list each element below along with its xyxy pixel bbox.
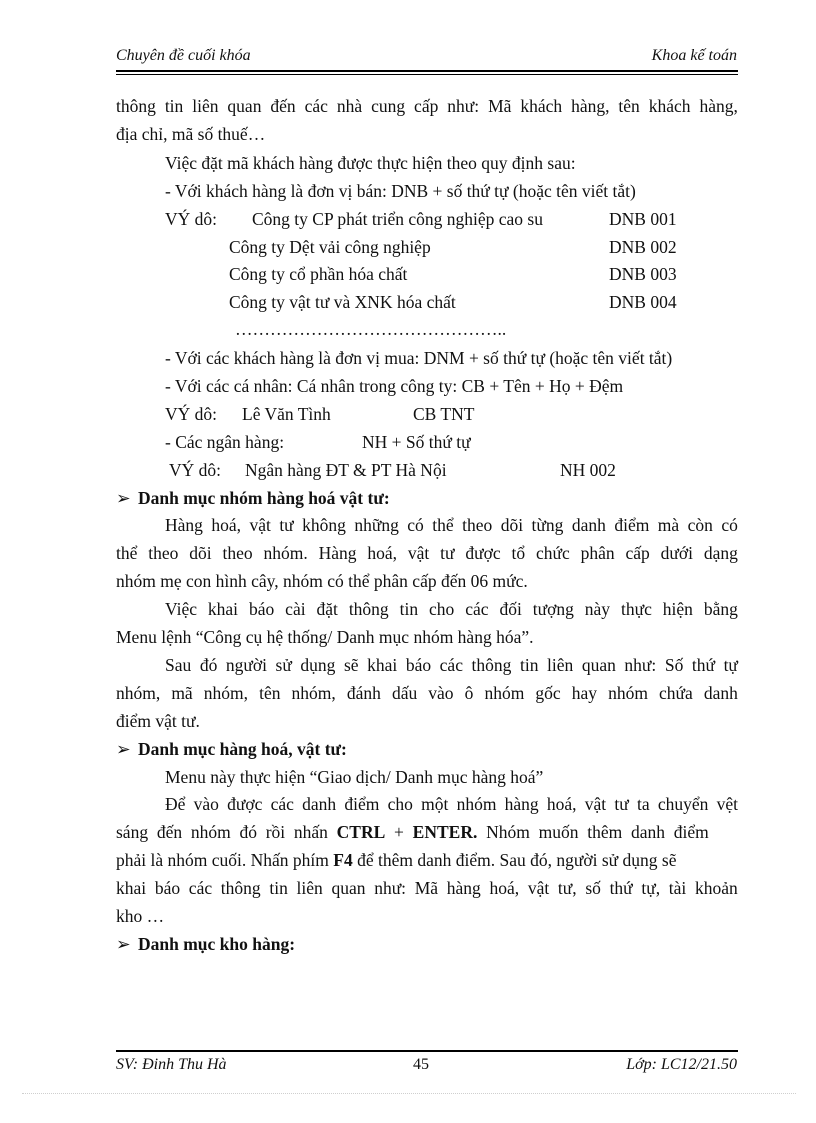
word: các [304, 96, 328, 116]
example-name-3: Công ty cổ phần hóa chất [229, 264, 408, 284]
word: còn [687, 515, 713, 535]
word: hoá, [489, 878, 520, 898]
person-example-code: CB TNT [413, 404, 475, 424]
page-number: 45 [413, 1056, 429, 1073]
word: cấp [625, 543, 650, 563]
word: những [354, 515, 399, 535]
word: tên [618, 96, 640, 116]
example-code-3: DNB 003 [609, 264, 677, 284]
word: Việc [165, 599, 197, 619]
para-1-line-2: địa chỉ, mã số thuế… [116, 124, 266, 144]
para-6-line-2 [116, 821, 738, 843]
word: sẽ [343, 655, 359, 675]
bank-example-name: Ngân hàng ĐT & PT Hà Nội [245, 460, 447, 480]
example-code-4: DNB 004 [609, 292, 677, 312]
word: mã [171, 683, 193, 703]
word: tư [614, 794, 629, 814]
word: bằng [703, 599, 738, 619]
word: tự [723, 655, 738, 675]
word: này [584, 599, 611, 619]
word: khai [116, 878, 147, 898]
word: đối [499, 599, 522, 619]
word: chuyển [657, 794, 709, 814]
word: vệt [716, 794, 738, 814]
word: vật [407, 543, 430, 563]
word: khách [648, 96, 691, 116]
word: các [465, 599, 489, 619]
para-2-line-3: nhóm mẹ con hình cây, nhóm có thể phân cấp đến 06 mức. [116, 571, 528, 591]
word: nhóm, [116, 683, 161, 703]
heading-product-groups [116, 487, 390, 509]
example-name-2: Công ty Dệt vải công nghiệp [229, 237, 431, 257]
word: tư, [557, 878, 577, 898]
word: báo [405, 655, 432, 675]
word: tin [399, 599, 419, 619]
word: hoá, [367, 543, 398, 563]
word: cho [429, 599, 455, 619]
heading-text: Danh mục kho hàng: [138, 934, 296, 954]
word: nhóm [608, 683, 648, 703]
word: đánh [346, 683, 381, 703]
word: Sau [165, 655, 192, 675]
word: hàng [446, 878, 481, 898]
word: nhóm, [291, 683, 336, 703]
word: hàng, [699, 96, 738, 116]
header-rule [116, 70, 738, 75]
footer-class: Lớp: LC12/21.50 [626, 1056, 737, 1073]
word: điểm [344, 794, 380, 814]
para-6-line-5: kho … [116, 906, 165, 926]
heading-warehouses [116, 933, 295, 955]
rule-intro: Việc đặt mã khách hàng được thực hiện theo quy định sau: [165, 153, 576, 173]
word: tổ [511, 543, 526, 563]
word: Số [664, 655, 684, 675]
word: thực [620, 599, 652, 619]
text-run: + [385, 822, 413, 842]
key-f4: F4 [333, 850, 353, 870]
word: các [188, 878, 213, 898]
word: quan [581, 655, 616, 675]
word: đến [270, 96, 296, 116]
heading-text: Danh mục hàng hoá, vật tư: [138, 739, 347, 759]
word: vào [193, 794, 219, 814]
word: dấu [391, 683, 418, 703]
word: nhóm, [203, 683, 249, 703]
word: nhóm [484, 683, 525, 703]
footer-student: SV: Đinh Thu Hà [116, 1056, 227, 1073]
arrow-bullet-icon: ➢ [116, 934, 131, 954]
word: khoản [694, 878, 738, 898]
example-name-1: Công ty CP phát triển công nghiệp cao su [252, 209, 543, 229]
buyer-rule: - Với các khách hàng là đơn vị mua: DNM + số thứ tự (hoặc tên viết tắt) [165, 348, 673, 368]
arrow-bullet-icon: ➢ [116, 488, 131, 508]
example-name-4: Công ty vật tư và XNK hóa chất [229, 292, 456, 312]
word: Để [165, 794, 186, 814]
word: tượng [532, 599, 574, 619]
word: theo [462, 515, 493, 535]
word: Mã [488, 96, 512, 116]
word: cung [371, 96, 406, 116]
word: các [270, 794, 294, 814]
para-3-line-2: Menu lệnh “Công cụ hệ thống/ Danh mục nhóm hàng hóa”. [116, 627, 534, 647]
para-2-line-2 [116, 542, 738, 564]
example-code-2: DNB 002 [609, 237, 677, 257]
word: như: [447, 96, 480, 116]
word: cấp [414, 96, 439, 116]
ellipsis-dots: ……………………………………….. [235, 319, 507, 339]
word: không [302, 515, 346, 535]
person-example-name: Lê Văn Tình [242, 404, 331, 424]
para-1-line-1 [116, 95, 738, 117]
word: cho [387, 794, 413, 814]
page-edge-dots [22, 1093, 796, 1094]
word: dõi [500, 515, 524, 535]
word: từng [531, 515, 564, 535]
word: số [585, 878, 601, 898]
header-left: Chuyên đề cuối khóa [116, 47, 251, 64]
word: tự, [641, 878, 661, 898]
word: quan [331, 878, 366, 898]
word: được [227, 794, 263, 814]
text-run: Nhóm muốn thêm danh điểm [477, 822, 709, 842]
word: mà [657, 515, 680, 535]
word: dõi [189, 543, 212, 563]
word: theo [148, 543, 179, 563]
word: điểm [614, 515, 650, 535]
word: Hàng [165, 515, 203, 535]
word: dưới [660, 543, 693, 563]
word: tin [519, 655, 539, 675]
heading-text: Danh mục nhóm hàng hoá vật tư: [138, 488, 390, 508]
word: thể [432, 515, 454, 535]
word: Hàng [318, 543, 357, 563]
arrow-bullet-icon: ➢ [116, 739, 131, 759]
word: có [721, 515, 738, 535]
word: gốc [535, 683, 561, 703]
word: báo [154, 878, 181, 898]
word: người [225, 655, 267, 675]
word: nhà [336, 96, 363, 116]
bank-rule-value: NH + Số thứ tự [362, 432, 471, 452]
word: vào [428, 683, 454, 703]
word: một [421, 794, 449, 814]
word: đặt [316, 599, 338, 619]
para-6-line-1 [165, 793, 738, 815]
example-label: VÝ dô: [165, 209, 218, 229]
word: đó [199, 655, 218, 675]
bank-rule-label: - Các ngân hàng: [165, 432, 285, 452]
word: như: [624, 655, 657, 675]
word: vật [249, 515, 271, 535]
word: liên [547, 655, 574, 675]
word: các [439, 655, 463, 675]
word: có [407, 515, 424, 535]
para-4-line-2 [116, 682, 738, 704]
word: hàng [504, 794, 539, 814]
word: thông [220, 878, 261, 898]
word: danh [703, 683, 738, 703]
word: hiện [662, 599, 693, 619]
text-run: phải là nhóm cuối. Nhấn phím [116, 850, 334, 870]
word: hàng, [571, 96, 610, 116]
word: ô [464, 683, 474, 703]
word: danh [302, 794, 337, 814]
word: thứ [609, 878, 633, 898]
para-2-line-1 [165, 514, 738, 536]
word: khách [520, 96, 563, 116]
word: khai [207, 599, 239, 619]
text-run: sáng đến nhóm đó rồi nhấn [116, 822, 337, 842]
heading-goods-materials [116, 738, 347, 760]
word: theo [222, 543, 253, 563]
seller-rule: - Với khách hàng là đơn vị bán: DNB + số thứ tự (hoặc tên viết tắt) [165, 181, 636, 201]
word: quan [227, 96, 262, 116]
word: vật [584, 794, 607, 814]
word: tên [259, 683, 281, 703]
word: như: [374, 878, 407, 898]
para-6-line-3 [116, 849, 676, 871]
footer-rule [116, 1050, 738, 1052]
word: dạng [703, 543, 738, 563]
para-5: Menu này thực hiện “Giao dịch/ Danh mục hàng hoá” [165, 767, 544, 787]
word: ta [636, 794, 650, 814]
word: thể [116, 543, 138, 563]
para-6-line-4 [116, 877, 738, 899]
text-run: để thêm danh điểm. Sau đó, người sử dụng sẽ [352, 850, 677, 870]
key-ctrl: CTRL [336, 822, 386, 842]
word: tin [269, 878, 288, 898]
word: cài [285, 599, 306, 619]
word: thông [471, 655, 512, 675]
word: tài [668, 878, 687, 898]
word: danh [571, 515, 606, 535]
header-right: Khoa kế toán [651, 47, 737, 64]
word: phân [580, 543, 615, 563]
person-example-label: VÝ dô: [165, 404, 218, 424]
word: liên [192, 96, 219, 116]
word: tư [279, 515, 294, 535]
word: thông [116, 96, 156, 116]
para-4-line-1 [165, 654, 738, 676]
word: tư [440, 543, 455, 563]
word: tin [164, 96, 184, 116]
para-4-line-3: điểm vật tư. [116, 711, 200, 731]
word: vật [527, 878, 550, 898]
person-rule: - Với các cá nhân: Cá nhân trong công ty: CB + Tên + Họ + Đệm [165, 376, 624, 396]
word: hoá, [546, 794, 577, 814]
page-header [116, 47, 737, 69]
word: Mã [414, 878, 439, 898]
word: nhóm. [263, 543, 308, 563]
word: dụng [300, 655, 336, 675]
word: liên [296, 878, 323, 898]
word: khai [367, 655, 398, 675]
word: được [465, 543, 501, 563]
word: báo [248, 599, 275, 619]
page-footer [116, 1056, 737, 1078]
bank-example-code: NH 002 [560, 460, 616, 480]
word: thứ [691, 655, 715, 675]
word: chức [535, 543, 570, 563]
word: thông [348, 599, 389, 619]
para-3-line-1 [165, 598, 738, 620]
key-enter: ENTER. [412, 822, 478, 842]
bank-example-label: VÝ dô: [169, 460, 222, 480]
word: hay [571, 683, 597, 703]
example-code-1: DNB 001 [609, 209, 677, 229]
word: hoá, [211, 515, 242, 535]
word: nhóm [456, 794, 497, 814]
word: sử [275, 655, 292, 675]
word: chứa [659, 683, 693, 703]
